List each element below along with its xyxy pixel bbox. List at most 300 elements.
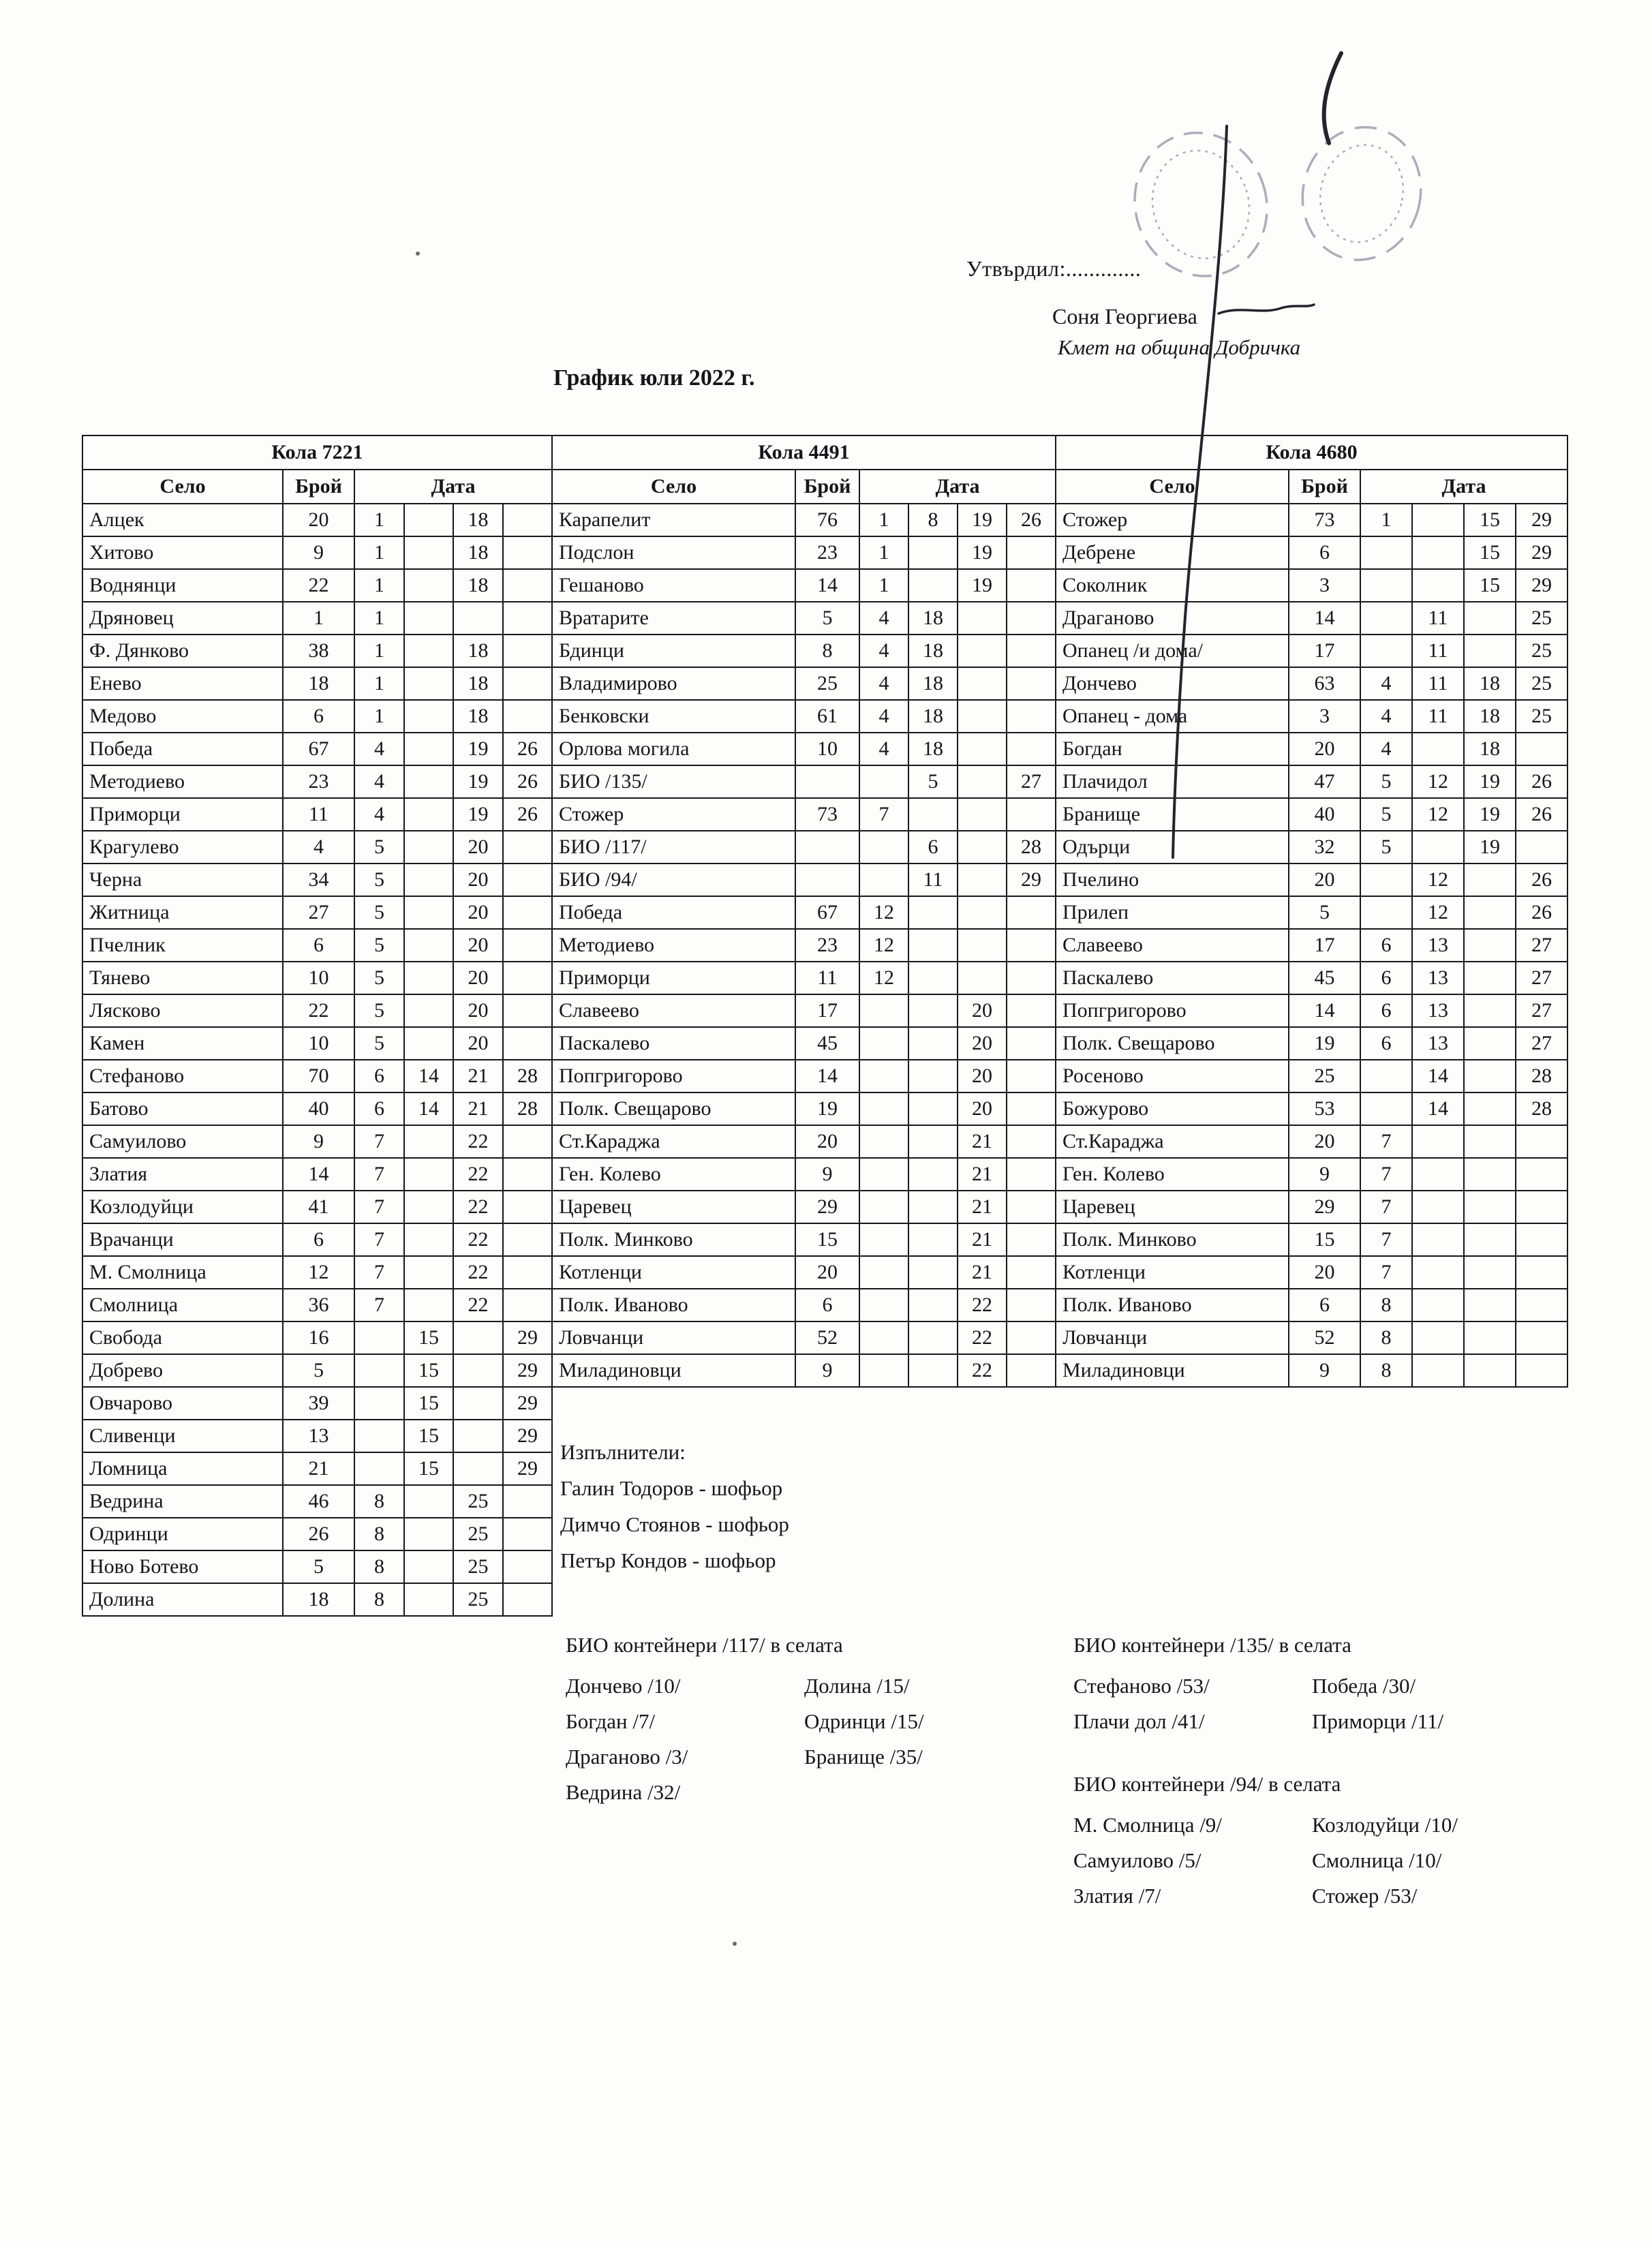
date-cell: 6	[1360, 994, 1412, 1027]
column-header-village: Село	[1056, 470, 1289, 504]
date-cell: 29	[503, 1321, 552, 1354]
executor-name: Димчо Стоянов - шофьор	[560, 1512, 789, 1536]
column-header-row	[82, 470, 552, 504]
table-row	[1056, 536, 1567, 569]
date-cell	[404, 994, 453, 1027]
table-row	[552, 765, 1056, 798]
date-cell: 27	[1007, 765, 1056, 798]
count-cell: 9	[283, 536, 354, 569]
date-cell: 4	[1360, 700, 1412, 733]
date-cell	[859, 831, 908, 863]
count-cell: 15	[1289, 1223, 1360, 1256]
village-cell: Паскалево	[1056, 962, 1289, 994]
date-cell	[1007, 1223, 1056, 1256]
date-cell	[1464, 1191, 1516, 1223]
table-row	[82, 569, 552, 602]
count-cell: 9	[795, 1354, 859, 1387]
date-cell: 8	[1360, 1289, 1412, 1321]
date-cell: 18	[908, 667, 958, 700]
date-cell: 15	[1464, 536, 1516, 569]
count-cell: 45	[795, 1027, 859, 1060]
table-row	[1056, 700, 1567, 733]
date-cell: 25	[1516, 602, 1567, 635]
date-cell	[1007, 798, 1056, 831]
table-row	[82, 1518, 552, 1550]
count-cell: 27	[283, 896, 354, 929]
date-cell	[908, 1223, 958, 1256]
car-title: Кола 7221	[82, 435, 552, 470]
count-cell: 3	[1289, 700, 1360, 733]
village-cell: Приморци	[552, 962, 795, 994]
date-cell: 4	[354, 733, 404, 765]
date-cell	[503, 831, 552, 863]
date-cell	[503, 1223, 552, 1256]
date-cell	[453, 1387, 503, 1420]
date-cell	[404, 798, 453, 831]
table-body	[1056, 504, 1567, 1387]
count-cell: 6	[283, 700, 354, 733]
village-cell: Владимирово	[552, 667, 795, 700]
date-cell: 19	[1464, 798, 1516, 831]
date-cell	[1412, 1289, 1464, 1321]
date-cell	[404, 863, 453, 896]
date-cell: 13	[1412, 994, 1464, 1027]
date-cell	[859, 863, 908, 896]
date-cell	[958, 896, 1007, 929]
table-row	[552, 929, 1056, 962]
schedule-table-kola-4491	[551, 435, 1056, 1388]
date-cell	[404, 929, 453, 962]
table-row	[1056, 1158, 1567, 1191]
date-cell	[503, 863, 552, 896]
table-row	[1056, 1125, 1567, 1158]
table-row	[82, 798, 552, 831]
count-cell: 18	[283, 667, 354, 700]
date-cell: 12	[859, 962, 908, 994]
column-header-village: Село	[552, 470, 795, 504]
date-cell: 19	[453, 798, 503, 831]
date-cell: 27	[1516, 1027, 1567, 1060]
village-cell: Победа	[552, 896, 795, 929]
table-row	[552, 1125, 1056, 1158]
date-cell	[958, 863, 1007, 896]
date-cell: 6	[1360, 962, 1412, 994]
date-cell	[1516, 1223, 1567, 1256]
village-cell: Опанец - дома	[1056, 700, 1289, 733]
village-cell: Соколник	[1056, 569, 1289, 602]
column-header-row	[552, 470, 1056, 504]
date-cell: 22	[958, 1289, 1007, 1321]
date-cell: 26	[503, 765, 552, 798]
note-item: Одринци /15/	[804, 1709, 924, 1733]
date-cell: 19	[958, 569, 1007, 602]
bio-note-94	[1073, 1767, 1458, 1914]
village-cell: Методиево	[552, 929, 795, 962]
table-row	[1056, 962, 1567, 994]
date-cell	[453, 1420, 503, 1452]
date-cell	[404, 569, 453, 602]
count-cell: 12	[283, 1256, 354, 1289]
table-row	[82, 1354, 552, 1387]
car-header-row	[82, 435, 552, 470]
table-row	[552, 1354, 1056, 1387]
date-cell: 4	[354, 798, 404, 831]
date-cell	[404, 1158, 453, 1191]
village-cell: Дончево	[1056, 667, 1289, 700]
date-cell: 29	[1516, 504, 1567, 536]
date-cell: 8	[354, 1518, 404, 1550]
table-row	[552, 896, 1056, 929]
date-cell	[404, 602, 453, 635]
table-row	[1056, 1223, 1567, 1256]
date-cell	[404, 667, 453, 700]
date-cell	[1007, 1354, 1056, 1387]
date-cell	[859, 1223, 908, 1256]
table-row	[552, 863, 1056, 896]
note-row	[566, 1775, 924, 1810]
date-cell: 20	[453, 994, 503, 1027]
village-cell: Крагулево	[82, 831, 283, 863]
date-cell: 26	[1516, 765, 1567, 798]
table-row	[82, 635, 552, 667]
village-cell: Алцек	[82, 504, 283, 536]
date-cell: 19	[453, 765, 503, 798]
date-cell: 5	[354, 929, 404, 962]
date-cell: 18	[1464, 733, 1516, 765]
column-header-row	[1056, 470, 1567, 504]
date-cell: 8	[1360, 1321, 1412, 1354]
date-cell	[859, 1256, 908, 1289]
table-row	[1056, 602, 1567, 635]
village-cell: Драганово	[1056, 602, 1289, 635]
date-cell	[1360, 863, 1412, 896]
village-cell: Черна	[82, 863, 283, 896]
village-cell: Свобода	[82, 1321, 283, 1354]
date-cell	[1516, 831, 1567, 863]
village-cell: Карапелит	[552, 504, 795, 536]
table-row	[82, 700, 552, 733]
date-cell: 19	[1464, 765, 1516, 798]
date-cell: 1	[859, 536, 908, 569]
village-cell: Царевец	[1056, 1191, 1289, 1223]
date-cell: 13	[1412, 962, 1464, 994]
date-cell: 4	[859, 733, 908, 765]
table-row	[82, 994, 552, 1027]
village-cell: Росеново	[1056, 1060, 1289, 1092]
village-cell: Батово	[82, 1092, 283, 1125]
note-item: Дончево /10/	[566, 1674, 681, 1698]
table-row	[82, 1158, 552, 1191]
date-cell	[859, 1158, 908, 1191]
date-cell: 7	[354, 1223, 404, 1256]
date-cell: 21	[453, 1092, 503, 1125]
date-cell: 18	[453, 569, 503, 602]
executors-title: Изпълнители:	[560, 1440, 686, 1464]
table-row	[82, 536, 552, 569]
count-cell: 20	[283, 504, 354, 536]
note-item: Победа /30/	[1312, 1674, 1416, 1698]
table-row	[82, 1092, 552, 1125]
date-cell	[404, 896, 453, 929]
date-cell	[404, 1289, 453, 1321]
date-cell	[1412, 504, 1464, 536]
date-cell	[404, 1027, 453, 1060]
approved-label: Утвърдил:.............	[966, 256, 1142, 281]
date-cell: 4	[859, 635, 908, 667]
note-title: БИО контейнери /117/ в селата	[566, 1633, 843, 1657]
date-cell: 12	[859, 896, 908, 929]
date-cell	[503, 1583, 552, 1616]
date-cell	[859, 765, 908, 798]
table-row	[552, 1158, 1056, 1191]
approver-name: Соня Георгиева	[1052, 304, 1197, 328]
date-cell	[503, 994, 552, 1027]
village-cell: Божурово	[1056, 1092, 1289, 1125]
schedule-table-kola-7221	[82, 435, 553, 1617]
date-cell: 11	[1412, 667, 1464, 700]
count-cell: 3	[1289, 569, 1360, 602]
date-cell: 18	[1464, 700, 1516, 733]
table-row	[552, 962, 1056, 994]
village-cell: Миладиновци	[1056, 1354, 1289, 1387]
count-cell: 5	[1289, 896, 1360, 929]
date-cell: 29	[503, 1354, 552, 1387]
note-title: БИО контейнери /94/ в селата	[1073, 1772, 1341, 1796]
table-row	[82, 929, 552, 962]
table-row	[82, 863, 552, 896]
date-cell	[503, 569, 552, 602]
date-cell: 25	[453, 1485, 503, 1518]
date-cell: 5	[354, 831, 404, 863]
date-cell: 5	[354, 1027, 404, 1060]
village-cell: Попгригорово	[1056, 994, 1289, 1027]
table-row	[82, 1223, 552, 1256]
village-cell: Ломница	[82, 1452, 283, 1485]
date-cell: 20	[453, 863, 503, 896]
date-cell	[859, 994, 908, 1027]
date-cell	[1007, 1027, 1056, 1060]
count-cell: 6	[283, 929, 354, 962]
note-item: Плачи дол /41/	[1073, 1709, 1205, 1733]
count-cell: 21	[283, 1452, 354, 1485]
table-row	[1056, 1289, 1567, 1321]
date-cell	[908, 1256, 958, 1289]
note-list	[1073, 1668, 1443, 1739]
date-cell: 22	[453, 1289, 503, 1321]
count-cell: 17	[795, 994, 859, 1027]
date-cell: 1	[354, 504, 404, 536]
date-cell: 25	[453, 1550, 503, 1583]
date-cell: 14	[1412, 1060, 1464, 1092]
village-cell: Дряновец	[82, 602, 283, 635]
date-cell	[908, 1125, 958, 1158]
date-cell: 5	[1360, 798, 1412, 831]
date-cell: 5	[354, 994, 404, 1027]
executor-name: Петър Кондов - шофьор	[560, 1548, 776, 1572]
count-cell: 53	[1289, 1092, 1360, 1125]
date-cell: 7	[354, 1256, 404, 1289]
date-cell	[1007, 896, 1056, 929]
count-cell: 25	[795, 667, 859, 700]
count-cell: 5	[795, 602, 859, 635]
date-cell: 6	[1360, 929, 1412, 962]
table-row	[82, 1485, 552, 1518]
date-cell: 11	[908, 863, 958, 896]
village-cell: Славеево	[1056, 929, 1289, 962]
date-cell: 1	[354, 700, 404, 733]
date-cell: 22	[453, 1223, 503, 1256]
date-cell	[1464, 863, 1516, 896]
village-cell: Полк. Минково	[552, 1223, 795, 1256]
count-cell: 46	[283, 1485, 354, 1518]
date-cell: 20	[958, 1027, 1007, 1060]
date-cell	[908, 962, 958, 994]
date-cell: 18	[453, 635, 503, 667]
village-cell: Победа	[82, 733, 283, 765]
village-cell: Ген. Колево	[1056, 1158, 1289, 1191]
date-cell: 7	[354, 1125, 404, 1158]
date-cell: 25	[1516, 667, 1567, 700]
date-cell: 12	[1412, 765, 1464, 798]
executors-block	[560, 1434, 789, 1578]
village-cell: Опанец /и дома/	[1056, 635, 1289, 667]
date-cell	[404, 962, 453, 994]
table-row	[552, 700, 1056, 733]
table-row	[1056, 1191, 1567, 1223]
date-cell: 15	[404, 1420, 453, 1452]
date-cell	[503, 1191, 552, 1223]
count-cell: 9	[795, 1158, 859, 1191]
date-cell	[859, 1354, 908, 1387]
note-list	[566, 1668, 924, 1810]
date-cell: 1	[354, 635, 404, 667]
date-cell: 5	[1360, 765, 1412, 798]
date-cell: 20	[958, 1092, 1007, 1125]
column-header-date: Дата	[859, 470, 1056, 504]
table-row	[82, 896, 552, 929]
date-cell	[1412, 1191, 1464, 1223]
count-cell: 38	[283, 635, 354, 667]
table-row	[82, 1191, 552, 1223]
date-cell	[1516, 1321, 1567, 1354]
date-cell: 5	[354, 896, 404, 929]
table-row	[1056, 635, 1567, 667]
date-cell	[958, 602, 1007, 635]
count-cell: 23	[283, 765, 354, 798]
date-cell: 19	[958, 536, 1007, 569]
date-cell: 28	[1516, 1092, 1567, 1125]
date-cell	[503, 1485, 552, 1518]
note-item: Богдан /7/	[566, 1709, 656, 1733]
date-cell: 21	[958, 1223, 1007, 1256]
date-cell	[1516, 1158, 1567, 1191]
date-cell	[1360, 635, 1412, 667]
date-cell	[503, 1158, 552, 1191]
date-cell	[908, 1060, 958, 1092]
date-cell: 18	[908, 733, 958, 765]
date-cell	[859, 1321, 908, 1354]
count-cell: 6	[283, 1223, 354, 1256]
date-cell	[958, 798, 1007, 831]
table-row	[552, 1223, 1056, 1256]
date-cell	[908, 1321, 958, 1354]
note-row	[566, 1668, 924, 1704]
count-cell	[795, 863, 859, 896]
date-cell	[908, 1191, 958, 1223]
note-title: БИО контейнери /135/ в селата	[1073, 1633, 1351, 1657]
date-cell	[1412, 536, 1464, 569]
date-cell	[1007, 1060, 1056, 1092]
date-cell	[1007, 733, 1056, 765]
date-cell	[908, 569, 958, 602]
village-cell: Ст.Караджа	[1056, 1125, 1289, 1158]
car-title: Кола 4680	[1056, 435, 1567, 470]
date-cell: 29	[503, 1387, 552, 1420]
page-title: График юли 2022 г.	[553, 365, 755, 391]
date-cell: 18	[453, 536, 503, 569]
village-cell: Пчелник	[82, 929, 283, 962]
date-cell	[1464, 1354, 1516, 1387]
date-cell	[958, 733, 1007, 765]
date-cell: 6	[354, 1060, 404, 1092]
count-cell: 9	[1289, 1354, 1360, 1387]
village-cell: Ген. Колево	[552, 1158, 795, 1191]
date-cell: 29	[503, 1452, 552, 1485]
table-row	[82, 733, 552, 765]
date-cell	[908, 994, 958, 1027]
table-row	[552, 1289, 1056, 1321]
date-cell: 29	[1516, 536, 1567, 569]
count-cell: 11	[795, 962, 859, 994]
table-row	[552, 536, 1056, 569]
date-cell	[1360, 1060, 1412, 1092]
date-cell: 22	[453, 1158, 503, 1191]
count-cell: 10	[283, 1027, 354, 1060]
date-cell: 28	[503, 1092, 552, 1125]
date-cell: 13	[1412, 929, 1464, 962]
village-cell: Стожер	[552, 798, 795, 831]
schedule-tables	[82, 435, 1568, 1617]
date-cell	[404, 1256, 453, 1289]
date-cell: 7	[354, 1191, 404, 1223]
note-item: Долина /15/	[804, 1674, 910, 1698]
date-cell	[1464, 962, 1516, 994]
village-cell: Воднянци	[82, 569, 283, 602]
date-cell	[1007, 994, 1056, 1027]
village-cell: Ст.Караджа	[552, 1125, 795, 1158]
date-cell	[1007, 1092, 1056, 1125]
village-cell: Котленци	[552, 1256, 795, 1289]
date-cell: 19	[453, 733, 503, 765]
date-cell	[1360, 536, 1412, 569]
count-cell: 52	[795, 1321, 859, 1354]
date-cell	[453, 1452, 503, 1485]
note-row	[1073, 1668, 1443, 1704]
date-cell: 12	[859, 929, 908, 962]
date-cell: 7	[1360, 1191, 1412, 1223]
date-cell: 18	[453, 504, 503, 536]
date-cell	[908, 536, 958, 569]
table-row	[1056, 733, 1567, 765]
date-cell	[1516, 1354, 1567, 1387]
table-row	[82, 1321, 552, 1354]
date-cell	[1464, 896, 1516, 929]
date-cell	[1464, 1092, 1516, 1125]
village-cell: Бдинци	[552, 635, 795, 667]
date-cell	[1412, 1321, 1464, 1354]
count-cell: 17	[1289, 929, 1360, 962]
table-row	[1056, 863, 1567, 896]
